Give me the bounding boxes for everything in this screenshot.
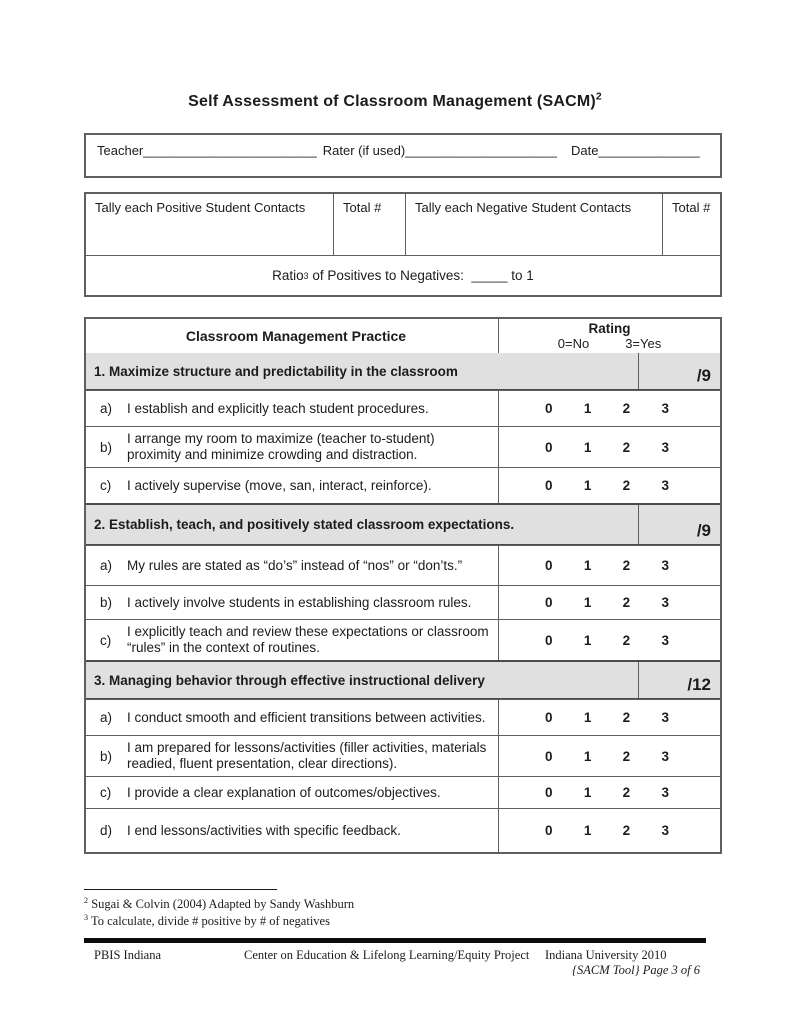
rating-option-1[interactable]: 1 [583,823,592,838]
rating-option-2[interactable]: 2 [622,710,631,725]
rating-option-1[interactable]: 1 [583,478,592,493]
page-title-footnote-ref: 2 [595,91,602,103]
ratio-blank[interactable]: _____ [471,268,508,283]
footer-left: PBIS Indiana [94,948,162,962]
rating-option-3[interactable]: 3 [661,478,669,493]
rating-option-1[interactable]: 1 [583,632,592,648]
item-rating-cell [498,777,720,808]
rating-scale [558,336,661,351]
rating-option-2[interactable]: 2 [622,785,631,800]
rating-option-3[interactable]: 3 [661,632,669,648]
item-practice-cell [86,700,498,735]
page-title [0,93,790,111]
footer-center: Center on Education & Lifelong Learning/Equity Project [244,948,530,962]
rating-option-3[interactable]: 3 [661,401,669,416]
item-letter: c) [100,478,112,493]
rating-option-1[interactable]: 1 [583,785,592,800]
page-title-text: Self Assessment of Classroom Management (SACM) [188,93,596,110]
item-practice-cell [86,777,498,808]
item-letter: b) [100,439,113,455]
rater-blank[interactable]: _____________________ [405,143,557,158]
footer-right: Indiana University 2010 [545,948,667,962]
footnote-2-text: Sugai & Colvin (2004) Adapted by Sandy Washburn [88,897,355,911]
rating-option-0[interactable]: 0 [545,401,553,416]
practice-item-row [86,808,720,852]
section-header-row [86,660,720,699]
item-text: I arrange my room to maximize (teacher to-student) proximity and minimize crowding and distraction. [127,431,435,462]
ratio-row: Ratio 3 of Positives to Negatives: _____ to 1 [86,255,720,295]
item-text: I end lessons/activities with specific feedback. [127,822,401,838]
footer-page-note: {SACM Tool} Page 3 of 6 [572,963,700,977]
practice-table [84,317,722,854]
rating-option-2[interactable]: 2 [622,595,631,610]
item-rating-cell [498,809,720,852]
ratio-label-text: of Positives to Negatives: [308,268,472,283]
item-rating-cell [498,700,720,735]
rating-option-0[interactable]: 0 [545,478,553,493]
positive-tally-cell[interactable] [86,194,333,255]
practice-column-header-text: Classroom Management Practice [185,328,407,344]
rating-option-1[interactable]: 1 [583,558,592,573]
rating-option-3[interactable]: 3 [661,558,669,573]
negative-total-cell[interactable] [662,194,720,255]
rating-scale-no: 0=No [557,336,590,351]
footer [84,948,722,988]
practice-item-row [86,776,720,808]
ratio-label-suffix: to 1 [507,268,534,283]
practice-rows [86,353,720,852]
rating-options [545,401,669,416]
negative-tally-cell[interactable] [405,194,662,255]
item-rating-cell [498,391,720,426]
practice-item-row [86,426,720,467]
footnote-2-marker: 2 [84,895,89,905]
rating-options [545,785,669,800]
practice-item-row [86,467,720,503]
section-title: 3. Managing behavior through effective instructional delivery [94,672,485,688]
item-letter: b) [100,595,113,610]
teacher-label: Teacher [97,143,144,158]
rating-options [545,710,669,725]
rating-option-0[interactable]: 0 [545,710,553,725]
rating-option-1[interactable]: 1 [583,595,592,610]
item-rating-cell [498,427,720,467]
item-practice-cell [86,427,498,467]
rating-option-2[interactable]: 2 [622,478,631,493]
item-text: I actively involve students in establishing classroom rules. [127,594,472,610]
negative-tally-label: Tally each Negative Student Contacts [415,200,632,215]
rating-option-2[interactable]: 2 [622,748,631,764]
tally-table [84,192,722,297]
negative-total-label: Total # [672,200,711,215]
rating-option-2[interactable]: 2 [622,401,631,416]
footnotes [84,896,354,930]
practice-column-header [86,319,498,353]
item-practice-cell [86,736,498,776]
practice-item-row [86,699,720,735]
rating-option-1[interactable]: 1 [583,439,592,455]
practice-item-row [86,735,720,776]
rating-column-header [498,319,720,353]
rating-option-1[interactable]: 1 [583,710,592,725]
rating-option-0[interactable]: 0 [545,632,553,648]
rating-option-2[interactable]: 2 [622,439,631,455]
rating-option-1[interactable]: 1 [583,401,592,416]
rating-option-3[interactable]: 3 [661,785,669,800]
item-practice-cell [86,586,498,619]
footnote-3 [84,913,354,930]
item-practice-cell [86,546,498,585]
rating-option-0[interactable]: 0 [545,439,553,455]
rating-option-3[interactable]: 3 [661,710,669,725]
footer-rule [84,938,706,943]
rating-option-0[interactable]: 0 [545,748,553,764]
item-letter: c) [100,785,112,800]
positive-tally-label: Tally each Positive Student Contacts [95,200,306,215]
rating-scale-yes: 3=Yes [625,336,662,351]
item-letter: a) [100,710,113,725]
rating-options [545,749,669,764]
item-practice-cell [86,391,498,426]
rating-option-3[interactable]: 3 [661,823,669,838]
item-rating-cell [498,468,720,503]
item-rating-cell [498,620,720,660]
item-letter: a) [100,558,113,573]
rater-label: Rater (if used) [322,143,406,158]
section-title: 1. Maximize structure and predictability in the classroom [94,363,458,379]
section-score: /9 [638,505,720,544]
rating-options [545,478,669,493]
section-score: /9 [638,353,720,389]
rating-option-3[interactable]: 3 [661,595,669,610]
rating-options [545,558,669,573]
rating-option-1[interactable]: 1 [583,748,592,764]
section-title: 2. Establish, teach, and positively stated classroom expectations. [94,517,515,532]
section-header-row [86,503,720,545]
item-letter: a) [100,401,113,416]
practice-item-row [86,619,720,660]
item-rating-cell [498,736,720,776]
item-text: I conduct smooth and efficient transitions between activities. [127,709,486,725]
footnote-2 [84,896,354,913]
tally-header-row [86,194,720,255]
rating-options [545,440,669,455]
rating-option-0[interactable]: 0 [545,595,553,610]
rating-option-0[interactable]: 0 [545,558,553,573]
item-practice-cell [86,809,498,852]
footnote-divider [84,889,277,890]
rating-options [545,823,669,838]
practice-table-header-row [86,319,720,353]
rating-option-3[interactable]: 3 [661,748,669,764]
item-practice-cell [86,468,498,503]
date-label: Date [571,143,599,158]
rating-option-2[interactable]: 2 [622,558,631,573]
item-text: I explicitly teach and review these expectations or classroom “rules” in the context of routines. [127,624,489,655]
rating-header-text: Rating [588,321,631,336]
rating-options [545,633,669,648]
teacher-blank[interactable]: ________________________ [143,143,317,158]
practice-item-row [86,390,720,426]
section-header-row [86,353,720,390]
ratio-label-prefix: Ratio [272,268,304,283]
positive-total-label: Total # [343,200,382,215]
item-rating-cell [498,546,720,585]
item-text: I provide a clear explanation of outcomes/objectives. [127,784,441,800]
item-text: I actively supervise (move, san, interact, reinforce). [127,477,432,493]
rating-option-3[interactable]: 3 [661,439,669,455]
rating-option-0[interactable]: 0 [545,823,553,838]
item-letter: d) [100,823,113,838]
item-letter: c) [100,632,112,648]
item-text: I establish and explicitly teach student procedures. [127,400,429,416]
rating-option-2[interactable]: 2 [622,823,631,838]
rating-option-0[interactable]: 0 [545,785,553,800]
footnote-3-text: To calculate, divide # positive by # of negatives [88,914,330,928]
practice-item-row [86,545,720,585]
section-score: /12 [638,662,720,698]
practice-item-row [86,585,720,619]
footnote-3-marker: 3 [84,912,89,922]
header-fields-box [84,133,722,178]
positive-total-cell[interactable] [333,194,405,255]
date-blank[interactable]: ______________ [598,143,700,158]
rating-options [545,595,669,610]
item-rating-cell [498,586,720,619]
item-text: My rules are stated as “do’s” instead of “nos” or “don’ts.” [127,557,463,573]
item-text: I am prepared for lessons/activities (filler activities, materials readied, fluent presentation, clear directions). [127,740,487,771]
item-letter: b) [100,748,113,764]
rating-option-2[interactable]: 2 [622,632,631,648]
item-practice-cell [86,620,498,660]
